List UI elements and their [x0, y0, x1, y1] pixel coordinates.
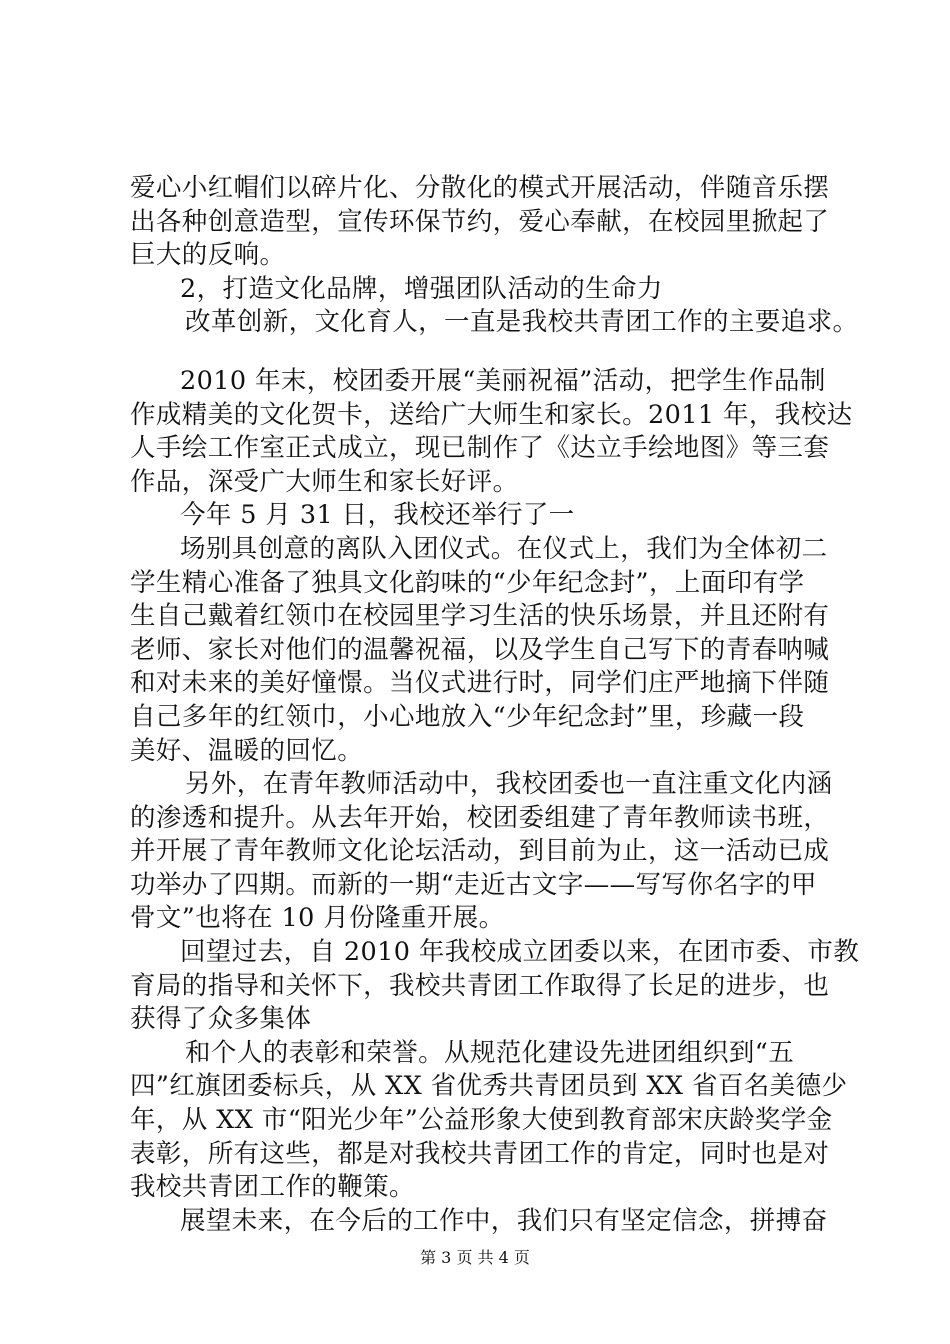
text-line: 和对未来的美好憧憬。当仪式进行时，同学们庄严地摘下伴随 — [130, 668, 830, 699]
text-line: 学生精心准备了独具文化韵味的“少年纪念封”，上面印有学 — [130, 567, 805, 598]
text-line: 另外，在青年教师活动中，我校团委也一直注重文化内涵 — [185, 769, 833, 800]
section-heading: 2，打造文化品牌，增强团队活动的生命力 — [180, 273, 663, 304]
document-body — [130, 172, 860, 1238]
text-line: 育局的指导和关怀下，我校共青团工作取得了长足的进步，也 — [130, 970, 830, 1001]
text-line: 爱心小红帽们以碎片化、分散化的模式开展活动，伴随音乐摆 — [130, 173, 830, 203]
text-line: 获得了众多集体 — [130, 1004, 312, 1035]
text-line: 老师、家长对他们的温馨祝福，以及学生自己写下的青春呐喊 — [130, 634, 830, 665]
text-line: 人手绘工作室正式成立，现已制作了《达立手绘地图》等三套 — [130, 433, 830, 464]
text-line: 作品，深受广大师生和家长好评。 — [130, 466, 519, 497]
text-line: 作成精美的文化贺卡，送给广大师生和家长。2011 年，我校达 — [130, 399, 853, 430]
text-line: 生自己戴着红领巾在校园里学习生活的快乐场景，并且还附有 — [130, 601, 830, 632]
text-line: 今年 5 月 31 日，我校还举行了一 — [180, 500, 575, 531]
text-line: 美好、温暖的回忆。 — [130, 735, 364, 766]
text-line: 出各种创意造型，宣传环保节约，爱心奉献，在校园里掀起了 — [130, 206, 830, 237]
text-line: 展望未来，在今后的工作中，我们只有坚定信念，拼搏奋 — [180, 1205, 828, 1236]
text-line: 改革创新，文化育人，一直是我校共青团工作的主要追求。 — [185, 307, 859, 338]
text-line: 表彰，所有这些，都是对我校共青团工作的肯定，同时也是对 — [130, 1138, 830, 1169]
text-line: 的渗透和提升。从去年开始，校团委组建了青年教师读书班， — [130, 802, 830, 833]
paragraph-gap — [130, 340, 830, 365]
text-line: 回望过去，自 2010 年我校成立团委以来，在团市委、市教 — [180, 937, 860, 968]
text-line: 和个人的表彰和荣誉。从规范化建设先进团组织到“五 — [185, 1037, 795, 1068]
text-line: 巨大的反响。 — [130, 240, 286, 271]
text-line: 我校共青团工作的鞭策。 — [130, 1172, 415, 1203]
text-line: 并开展了青年教师文化论坛活动，到目前为止，这一活动已成 — [130, 836, 830, 867]
text-line: 2010 年末，校团委开展“美丽祝福”活动，把学生作品制 — [180, 365, 826, 396]
text-line: 四”红旗团委标兵，从 XX 省优秀共青团员到 XX 省百名美德少 — [130, 1071, 848, 1102]
text-line: 自己多年的红领巾，小心地放入“少年纪念封”里，珍藏一段 — [130, 701, 805, 732]
text-line: 场别具创意的离队入团仪式。在仪式上，我们为全体初二 — [180, 533, 828, 564]
page-number-footer: 第 3 页 共 4 页 — [420, 1248, 530, 1267]
text-line: 功举办了四期。而新的一期“走近古文字——写写你名字的甲 — [130, 869, 817, 900]
text-line: 骨文”也将在 10 月份隆重开展。 — [130, 903, 505, 934]
text-line: 年，从 XX 市“阳光少年”公益形象大使到教育部宋庆龄奖学金 — [130, 1105, 833, 1136]
